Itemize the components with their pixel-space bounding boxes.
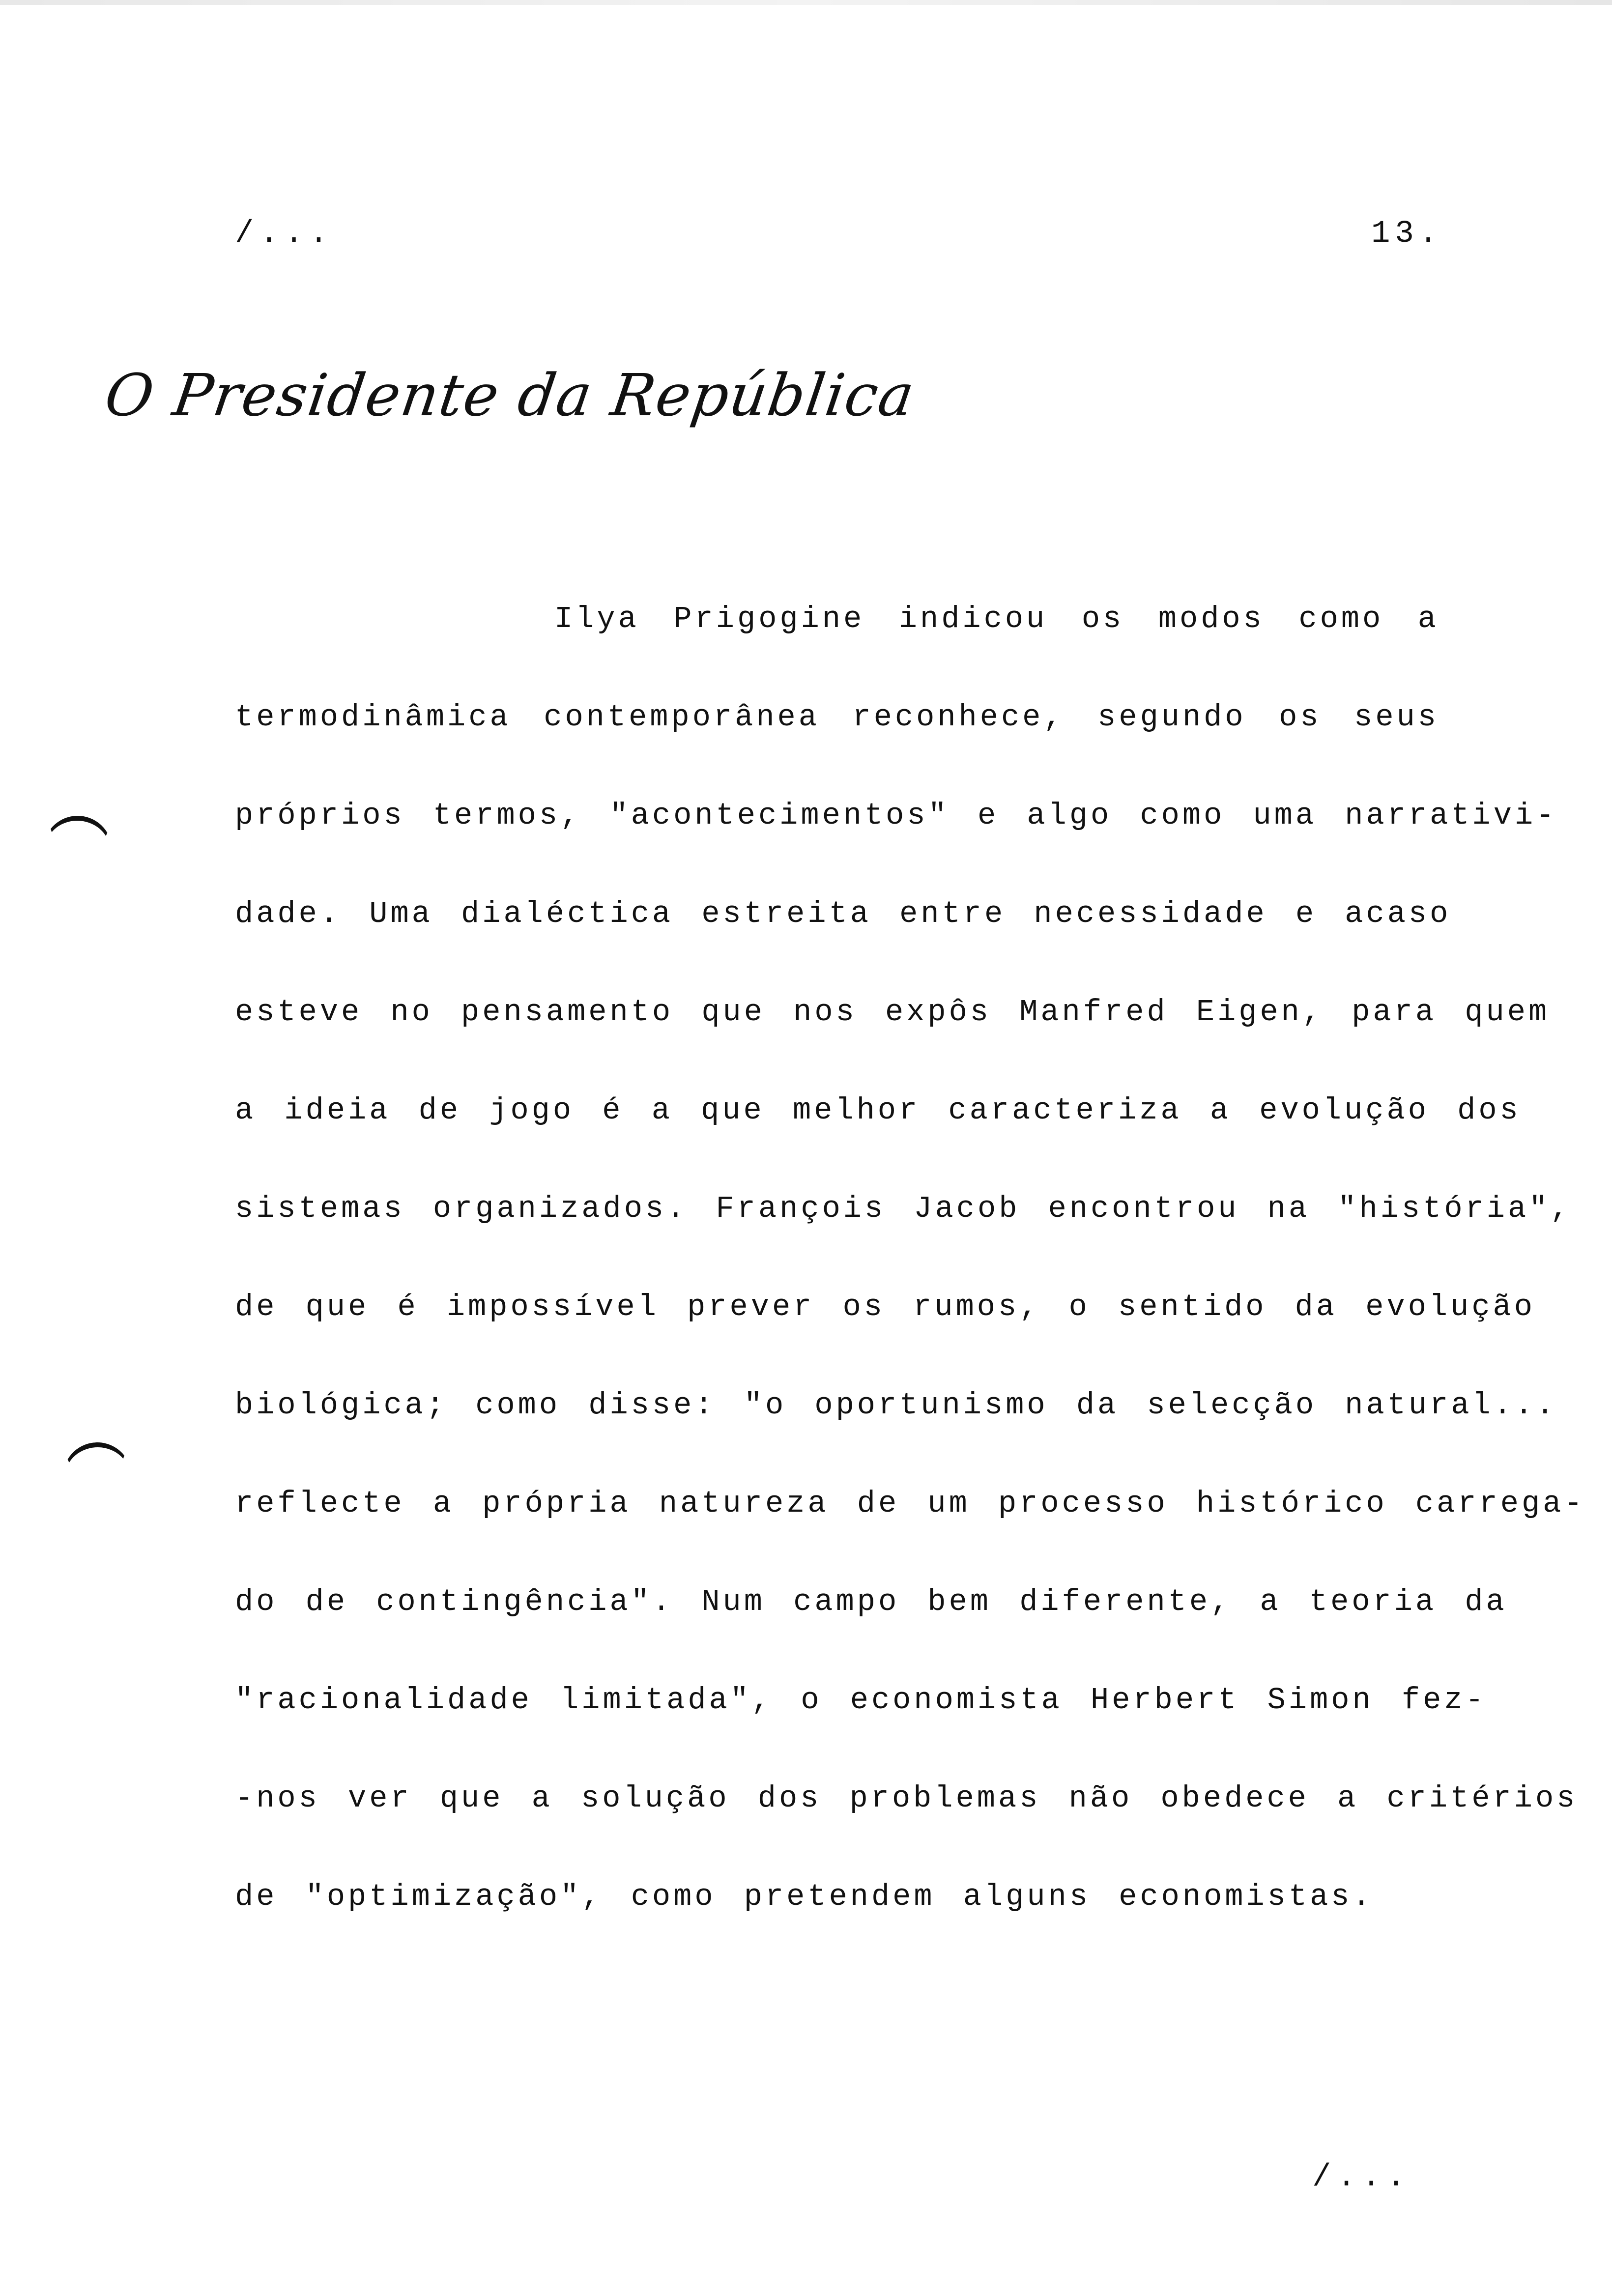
text-line: a ideia de jogo é a que melhor caracteriza a evolução dos [235, 1093, 1521, 1128]
text-line: -nos ver que a solução dos problemas não obedece a critérios [235, 1781, 1578, 1816]
page-number: 13. [1371, 216, 1443, 252]
text-line: do de contingência". Num campo bem diferente, a teoria da [235, 1584, 1507, 1619]
text-line: de "optimização", como pretendem alguns economistas. [235, 1879, 1374, 1914]
text-line: biológica; como disse: "o oportunismo da selecção natural... [235, 1388, 1557, 1423]
punch-hole-mark-upper [41, 813, 114, 887]
text-line: dade. Uma dialéctica estreita entre necessidade e acaso [235, 896, 1451, 931]
continuation-mark-top: /... [235, 216, 334, 252]
text-line: Ilya Prigogine indicou os modos como a [554, 602, 1439, 636]
text-line: sistemas organizados. François Jacob encontrou na "história", [235, 1191, 1572, 1226]
punch-hole-mark-lower [60, 1440, 134, 1513]
text-line: reflecte a própria natureza de um processo histórico carrega- [235, 1486, 1585, 1521]
text-line: termodinâmica contemporânea reconhece, segundo os seus [235, 700, 1439, 735]
text-line: próprios termos, "acontecimentos" e algo como uma narrativi- [235, 798, 1557, 833]
body-paragraph [235, 587, 1585, 1963]
text-line: esteve no pensamento que nos expôs Manfred Eigen, para quem [235, 995, 1550, 1030]
letterhead-title: O Presidente da República [101, 361, 920, 429]
text-line: de que é impossível prever os rumos, o sentido da evolução [235, 1290, 1535, 1324]
text-line: "racionalidade limitada", o economista Herbert Simon fez- [235, 1683, 1487, 1718]
scan-edge-divider [0, 0, 1612, 5]
continuation-mark-bottom: /... [1312, 2160, 1411, 2195]
